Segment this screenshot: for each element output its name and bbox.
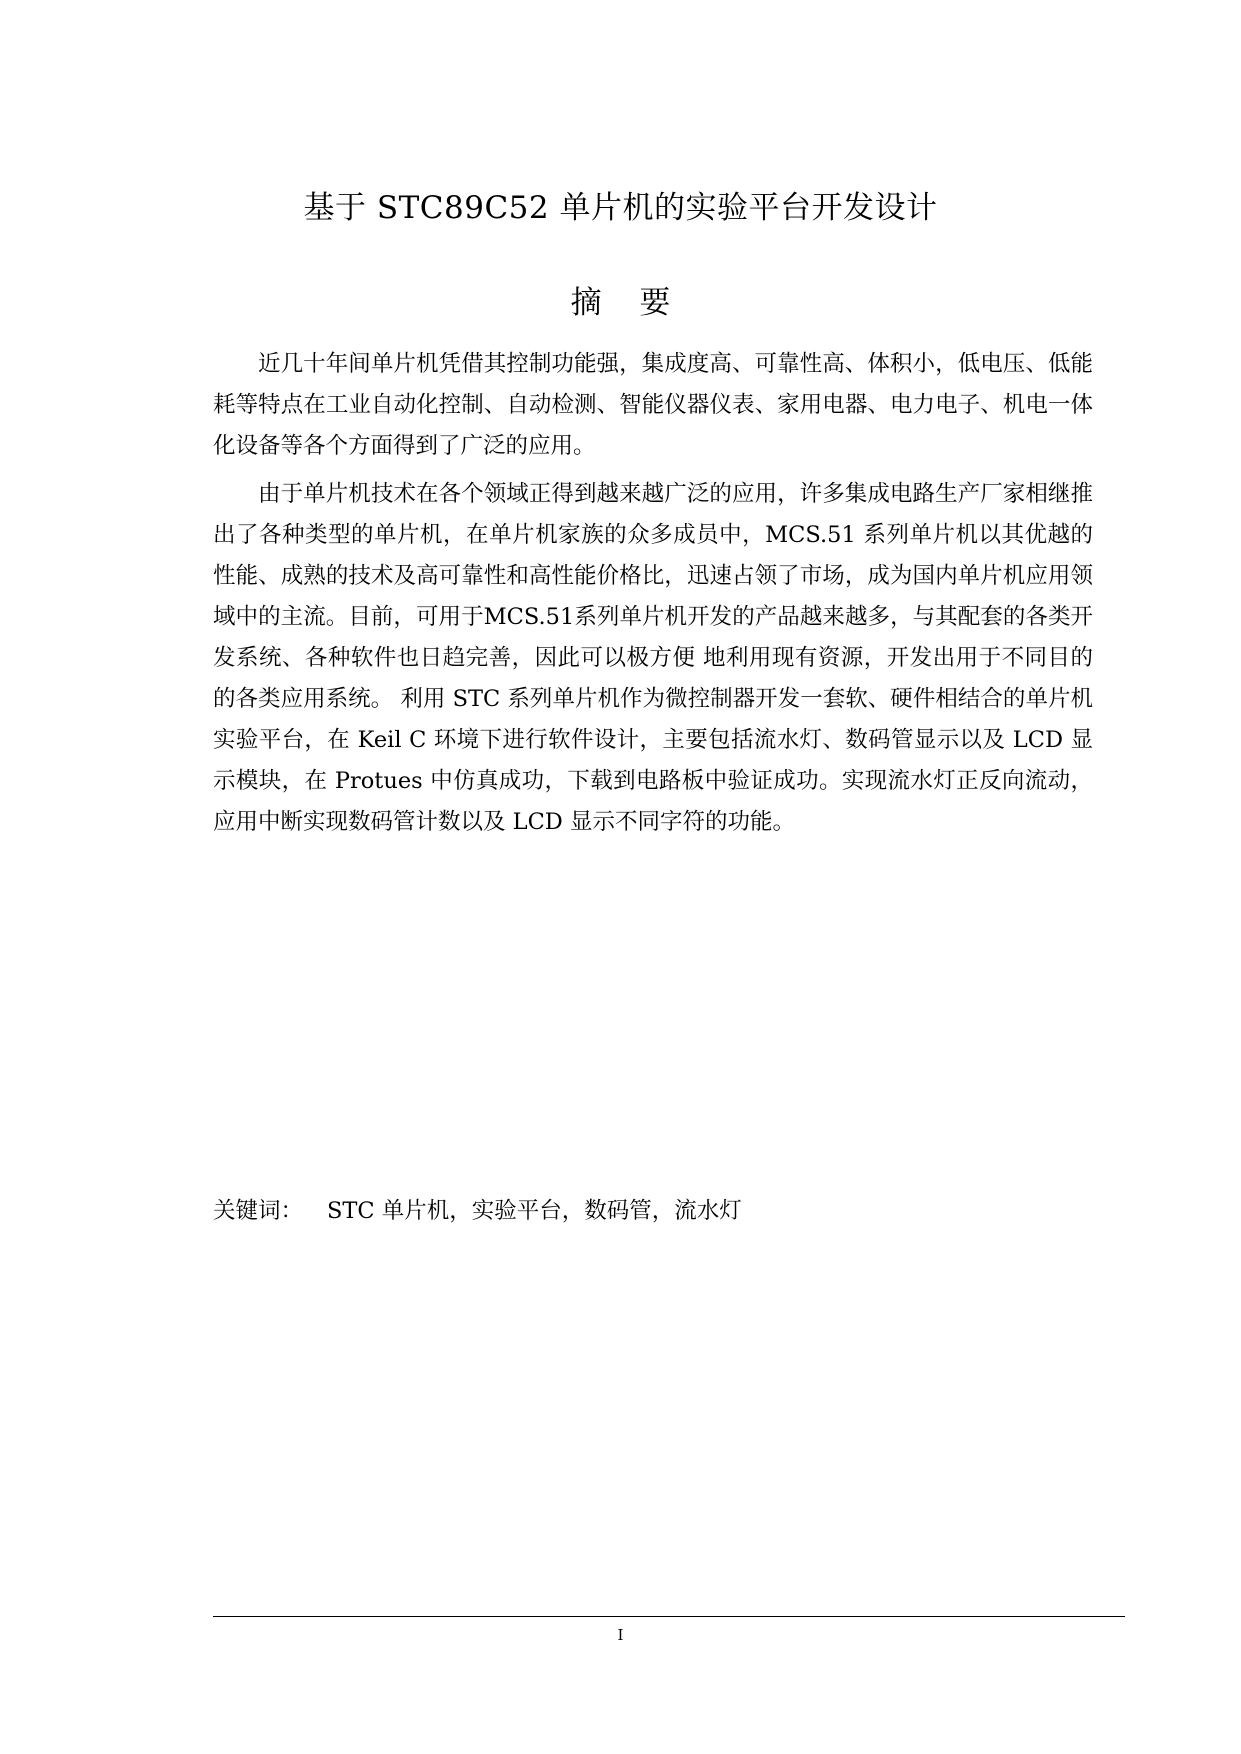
keywords-line xyxy=(213,1193,1093,1229)
abstract-paragraph-2: 由于单片机技术在各个领域正得到越来越广泛的应用，许多集成电路生产厂家相继推出了各种类型的单片机，在单片机家族的众多成员中，MCS.51 系列单片机以其优越的性能、成熟的技术及高可靠性和高性能价格比，迅速占领了市场，成为国内单片机应用领域中的主流。目前，可用于MCS.51系列单片机开发的产品越来越多，与其配套的各类开发系统、各种软件也日趋完善，因此可以极方便 地利用现有资源，开发出用于不同目的的各类应用系统。 利用 STC 系列单片机作为微控制器开发一套软、硬件相结合的单片机实验平台，在 Keil C 环境下进行软件设计，主要包括流水灯、数码管显示以及 LCD 显示模块，在 Protues 中仿真成功，下载到电路板中验证成功。实现流水灯正反向流动， 应用中断实现数码管计数以及 LCD 显示不同字符的功能。 xyxy=(213,481,1093,835)
keywords-value: STC 单片机，实验平台，数码管，流水灯 xyxy=(327,1198,742,1224)
page-number: I xyxy=(617,1626,624,1644)
keywords-label: 关键词： xyxy=(213,1198,304,1224)
footer-rule xyxy=(213,1616,1125,1617)
abstract-paragraph-1: 近几十年间单片机凭借其控制功能强，集成度高、可靠性高、体积小，低电压、低能耗等特点在工业自动化控制、自动检测、智能仪器仪表、家用电器、电力电子、机电一体化设备等各个方面得到了广泛的应用。 xyxy=(213,351,1093,459)
abstract-heading: 摘 要 xyxy=(570,285,685,321)
document-title: 基于 STC89C52 单片机的实验平台开发设计 xyxy=(303,190,938,226)
abstract-body xyxy=(213,344,1093,850)
